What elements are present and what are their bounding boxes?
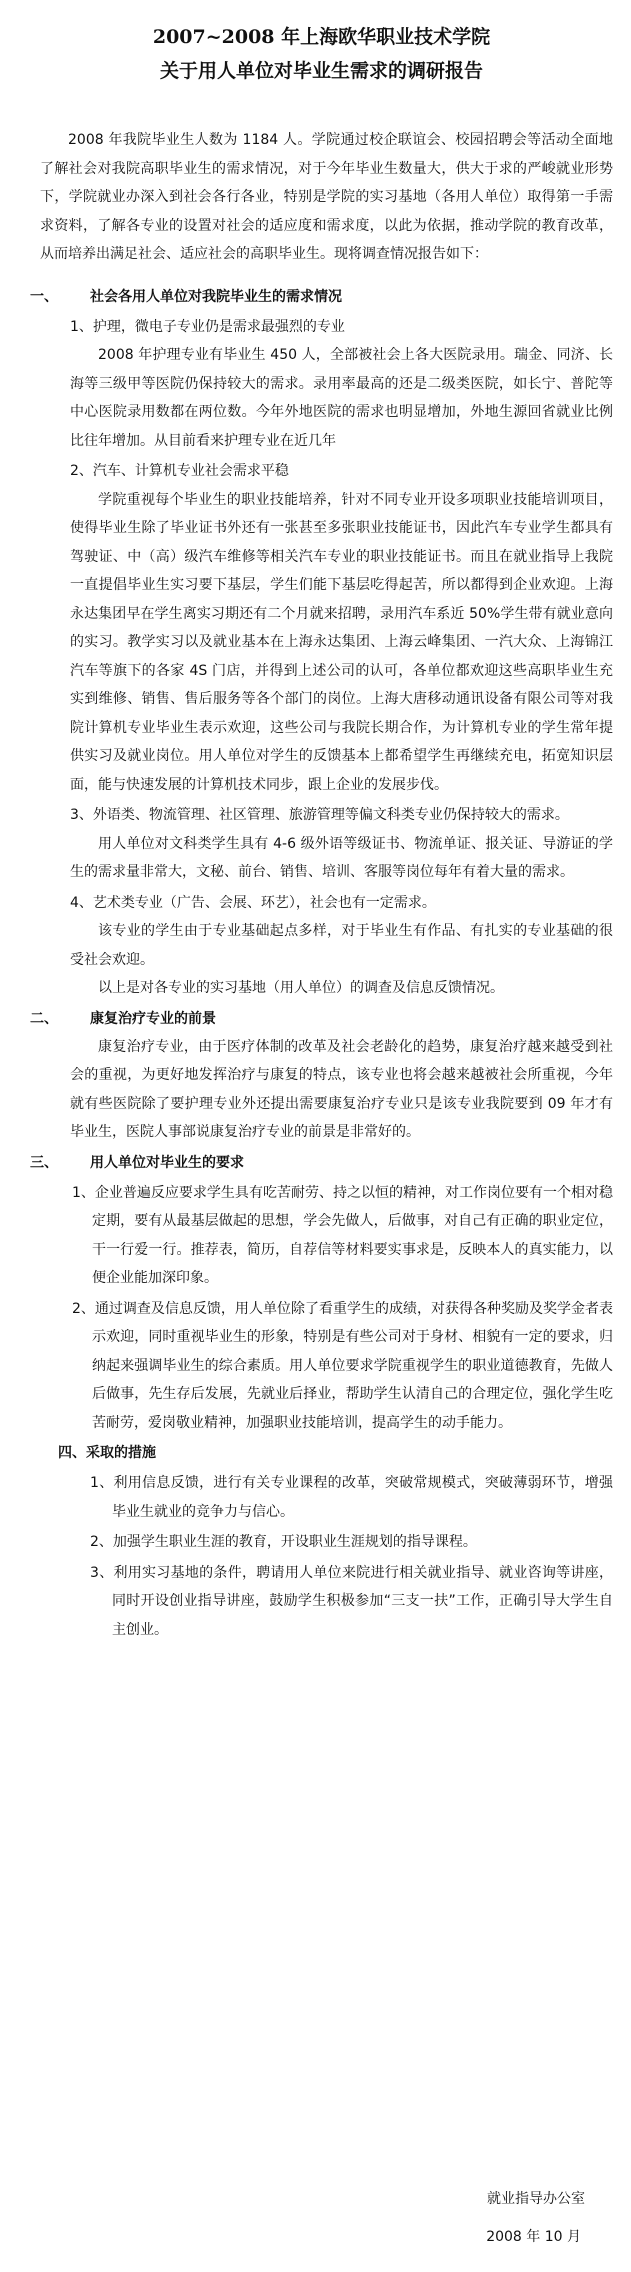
section-heading-3: [30, 1149, 613, 1177]
section-number: 二、: [30, 1010, 58, 1027]
section1-item4-title: 4、艺术类专业（广告、会展、环艺），社会也有一定需求。: [70, 894, 436, 911]
section1-item2-paragraph: 学院重视每个毕业生的职业技能培养，针对不同专业开设多项职业技能培训项目，使得毕业生除了毕业证书外还有一张甚至多张职业技能证书，因此汽车专业学生都具有驾驶证、中（高）级汽车维修等相关汽车专业的职业技能证书。而且在就业指导上我院一直提倡毕业生实习要下基层，学生们能下基层吃得起苦，所以都得到企业欢迎。上海永达集团早在学生离实习期还有二个月就来招聘，录用汽车系近 50%学生带有就业意向的实习。教学实习以及就业基本在上海永达集团、上海云峰集团、一汽大众、上海锦江汽车等旗下的各家 4S 门店，并得到上述公司的认可，各单位都欢迎这些高职毕业生充实到维修、销售、售后服务等各个部门的岗位。上海大唐移动通讯设备有限公司等对我院计算机专业毕业生表示欢迎，这些公司与我院长期合作，为计算机专业的学生常年提供实习及就业岗位。用人单位对学生的反馈基本上都希望学生再继续充电，拓宽知识层面，能与快速发展的计算机技术同步，跟上企业的发展步伐。: [70, 491, 613, 793]
section-title: 社会各用人单位对我院毕业生的需求情况: [90, 288, 342, 305]
intro-paragraph: 2008 年我院毕业生人数为 1184 人。学院通过校企联谊会、校园招聘会等活动全面地了解社会对我院高职毕业生的需求情况，对于今年毕业生数量大，供大于求的严峻就业形势下，学院就业办深入到社会各行各业，特别是学院的实习基地（各用人单位）取得第一手需求资料，了解各专业的设置对社会的适应度和需求度，以此为依据，推动学院的教育改革，从而培养出满足社会、适应社会的高职毕业生。现将调查情况报告如下：: [40, 132, 613, 262]
section-heading-4: [30, 1439, 613, 1467]
signature-date: 2008 年 10 月: [486, 2229, 581, 2245]
section-title: 用人单位对毕业生的要求: [90, 1154, 244, 1171]
section-title: 康复治疗专业的前景: [90, 1010, 216, 1027]
section1-item1-paragraph: 2008 年护理专业有毕业生 450 人，全部被社会上各大医院录用。瑞金、同济、长海等三级甲等医院仍保持较大的需求。录用率最高的还是二级类医院，如长宁、普陀等中心医院录用数都在两位数。今年外地医院的需求也明显增加，外地生源回省就业比例比往年增加。从目前看来护理专业在近几年: [70, 347, 613, 449]
section-number: 一、: [30, 288, 58, 305]
section1-item3-paragraph: 用人单位对文科类学生具有 4-6 级外语等级证书、物流单证、报关证、导游证的学生的需求量非常大，文秘、前台、销售、培训、客服等岗位每年有着大量的需求。: [70, 835, 613, 880]
report-title-line1: 2007~2008 年上海欧华职业技术学院: [152, 26, 491, 48]
section1-item2-title: 2、汽车、计算机专业社会需求平稳: [70, 463, 289, 479]
section-heading-1: [30, 283, 613, 311]
section1-item3-title: 3、外语类、物流管理、社区管理、旅游管理等偏文科类专业仍保持较大的需求。: [70, 807, 569, 823]
section-title: 采取的措施: [86, 1445, 156, 1461]
section-number: 三、: [30, 1154, 58, 1171]
section4-item2: 2、加强学生职业生涯的教育，开设职业生涯规划的指导课程。: [90, 1534, 477, 1550]
section1-closing: 以上是对各专业的实习基地（用人单位）的调查及信息反馈情况。: [98, 980, 504, 996]
section-heading-2: [30, 1005, 613, 1033]
section3-item1: 1、企业普遍反应要求学生具有吃苦耐劳、持之以恒的精神，对工作岗位要有一个相对稳定期，要有从最基层做起的思想，学会先做人，后做事，对自己有正确的职业定位，干一行爱一行。推荐表，简历，自荐信等材料要实事求是，反映本人的真实能力，以便企业能加深印象。: [72, 1184, 613, 1286]
section4-item1: 1、利用信息反馈，进行有关专业课程的改革，突破常规模式，突破薄弱环节，增强毕业生就业的竞争力与信心。: [90, 1475, 613, 1520]
signature-office: 就业指导办公室: [487, 2191, 585, 2207]
section4-item3: 3、利用实习基地的条件，聘请用人单位来院进行相关就业指导、就业咨询等讲座，同时开设创业指导讲座，鼓励学生积极参加“三支一扶”工作，正确引导大学生自主创业。: [90, 1564, 613, 1638]
section2-paragraph: 康复治疗专业，由于医疗体制的改革及社会老龄化的趋势，康复治疗越来越受到社会的重视，为更好地发挥治疗与康复的特点，该专业也将会越来越被社会所重视，今年就有些医院除了要护理专业外还提出需要康复治疗专业只是该专业我院要到 09 年才有毕业生，医院人事部说康复治疗专业的前景是非常好的。: [70, 1038, 613, 1140]
section3-item2: 2、通过调查及信息反馈，用人单位除了看重学生的成绩，对获得各种奖励及奖学金者表示欢迎，同时重视毕业生的形象，特别是有些公司对于身材、相貌有一定的要求，归纳起来强调毕业生的综合素质。用人单位要求学院重视学生的职业道德教育，先做人后做事，先生存后发展，先就业后择业，帮助学生认清自己的合理定位，强化学生吃苦耐劳，爱岗敬业精神，加强职业技能培训，提高学生的动手能力。: [72, 1300, 613, 1431]
section1-item1-title: 1、护理，微电子专业仍是需求最强烈的专业: [70, 318, 345, 335]
section-number: 四、: [58, 1445, 86, 1461]
report-title-line2: 关于用人单位对毕业生需求的调研报告: [159, 60, 483, 82]
section1-item4-paragraph: 该专业的学生由于专业基础起点多样，对于毕业生有作品、有扎实的专业基础的很受社会欢迎。: [70, 923, 613, 968]
